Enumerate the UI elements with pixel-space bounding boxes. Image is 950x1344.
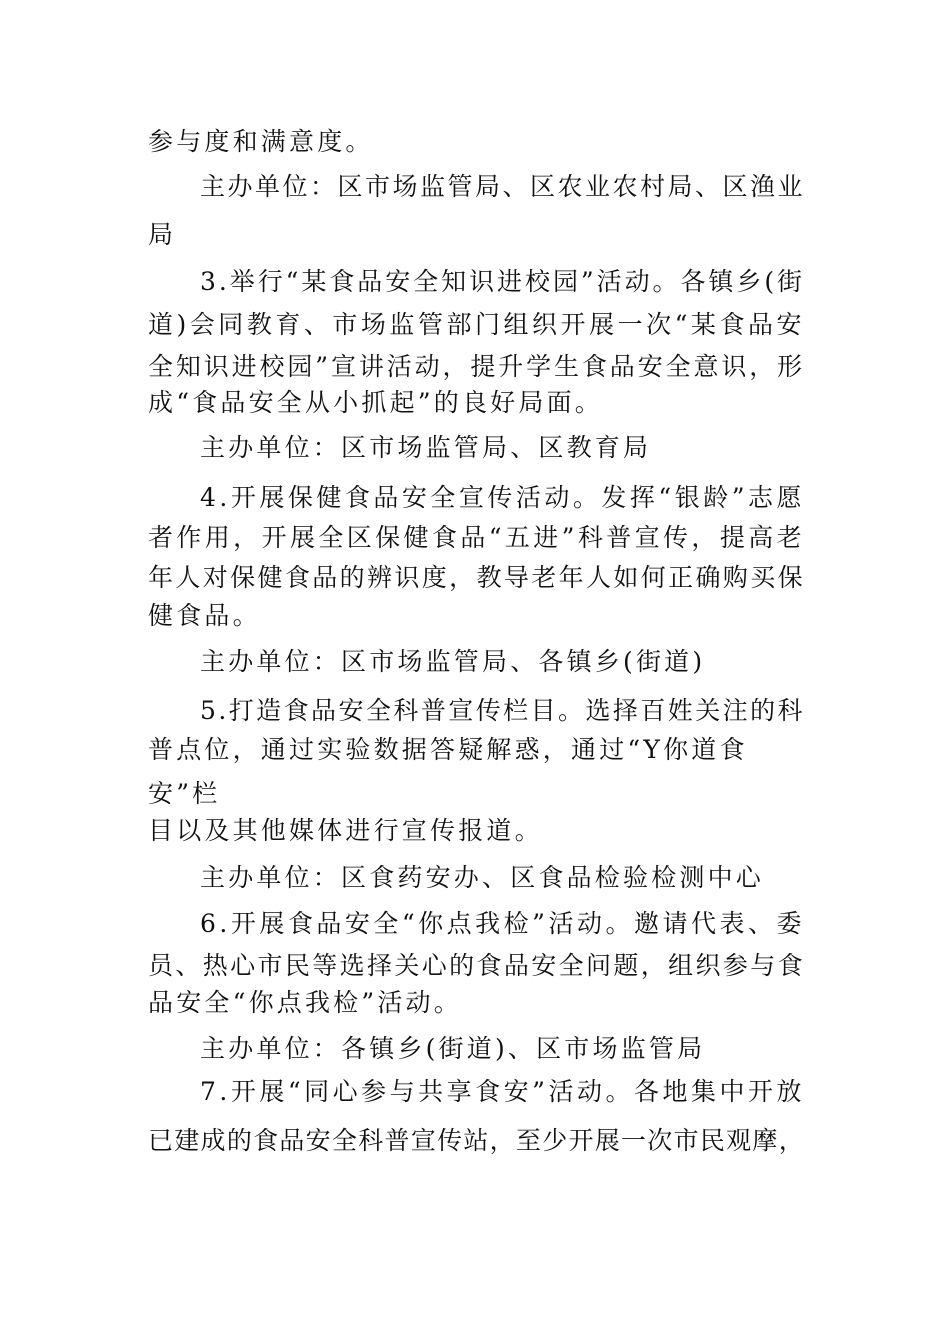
organizer-line: 主办单位：区市场监管局、区教育局 <box>200 433 652 462</box>
organizer-line: 主办单位：区食药安办、区食品检验检测中心 <box>200 863 765 892</box>
text-line: 员、热心市民等选择关心的食品安全问题，组织参与食 <box>148 951 805 980</box>
item-6-heading: 6.开展食品安全“你点我检”活动。邀请代表、委 <box>200 909 805 938</box>
item-5-heading: 5.打造食品安全科普宣传栏目。选择百姓关注的科 <box>200 696 805 725</box>
text-line: 安”栏 <box>148 779 221 808</box>
text-line: 全知识进校园”宣讲活动，提升学生食品安全意识，形 <box>148 352 805 381</box>
text-line: 参与度和满意度。 <box>148 127 374 156</box>
organizer-line: 主办单位：区市场监管局、区农业农村局、区渔业 <box>200 172 805 201</box>
text-line: 局 <box>148 220 177 249</box>
item-7-heading: 7.开展“同心参与共享食安”活动。各地集中开放 <box>200 1077 805 1106</box>
text-line: 健食品。 <box>148 601 261 630</box>
text-line: 者作用，开展全区保健食品“五进”科普宣传，提高老 <box>148 523 805 552</box>
text-line: 成“食品安全从小抓起”的良好局面。 <box>148 388 603 417</box>
text-line: 目以及其他媒体进行宣传报道。 <box>148 816 543 845</box>
text-line: 道)会同教育、市场监管部门组织开展一次“某食品安 <box>148 310 805 339</box>
organizer-line: 主办单位：各镇乡(街道)、区市场监管局 <box>200 1034 706 1063</box>
text-line: 普点位，通过实验数据答疑解惑，通过“Y你道食 <box>148 735 748 764</box>
text-line: 品安全“你点我检”活动。 <box>148 988 462 1017</box>
item-4-heading: 4.开展保健食品安全宣传活动。发挥“银龄”志愿 <box>200 483 805 512</box>
organizer-line: 主办单位：区市场监管局、各镇乡(街道) <box>200 647 706 676</box>
text-line: 年人对保健食品的辨识度，教导老年人如何正确购买保 <box>148 563 805 592</box>
item-3-heading: 3.举行“某食品安全知识进校园”活动。各镇乡(街 <box>200 267 805 296</box>
text-line: 已建成的食品安全科普宣传站，至少开展一次市民观摩， <box>148 1126 805 1155</box>
